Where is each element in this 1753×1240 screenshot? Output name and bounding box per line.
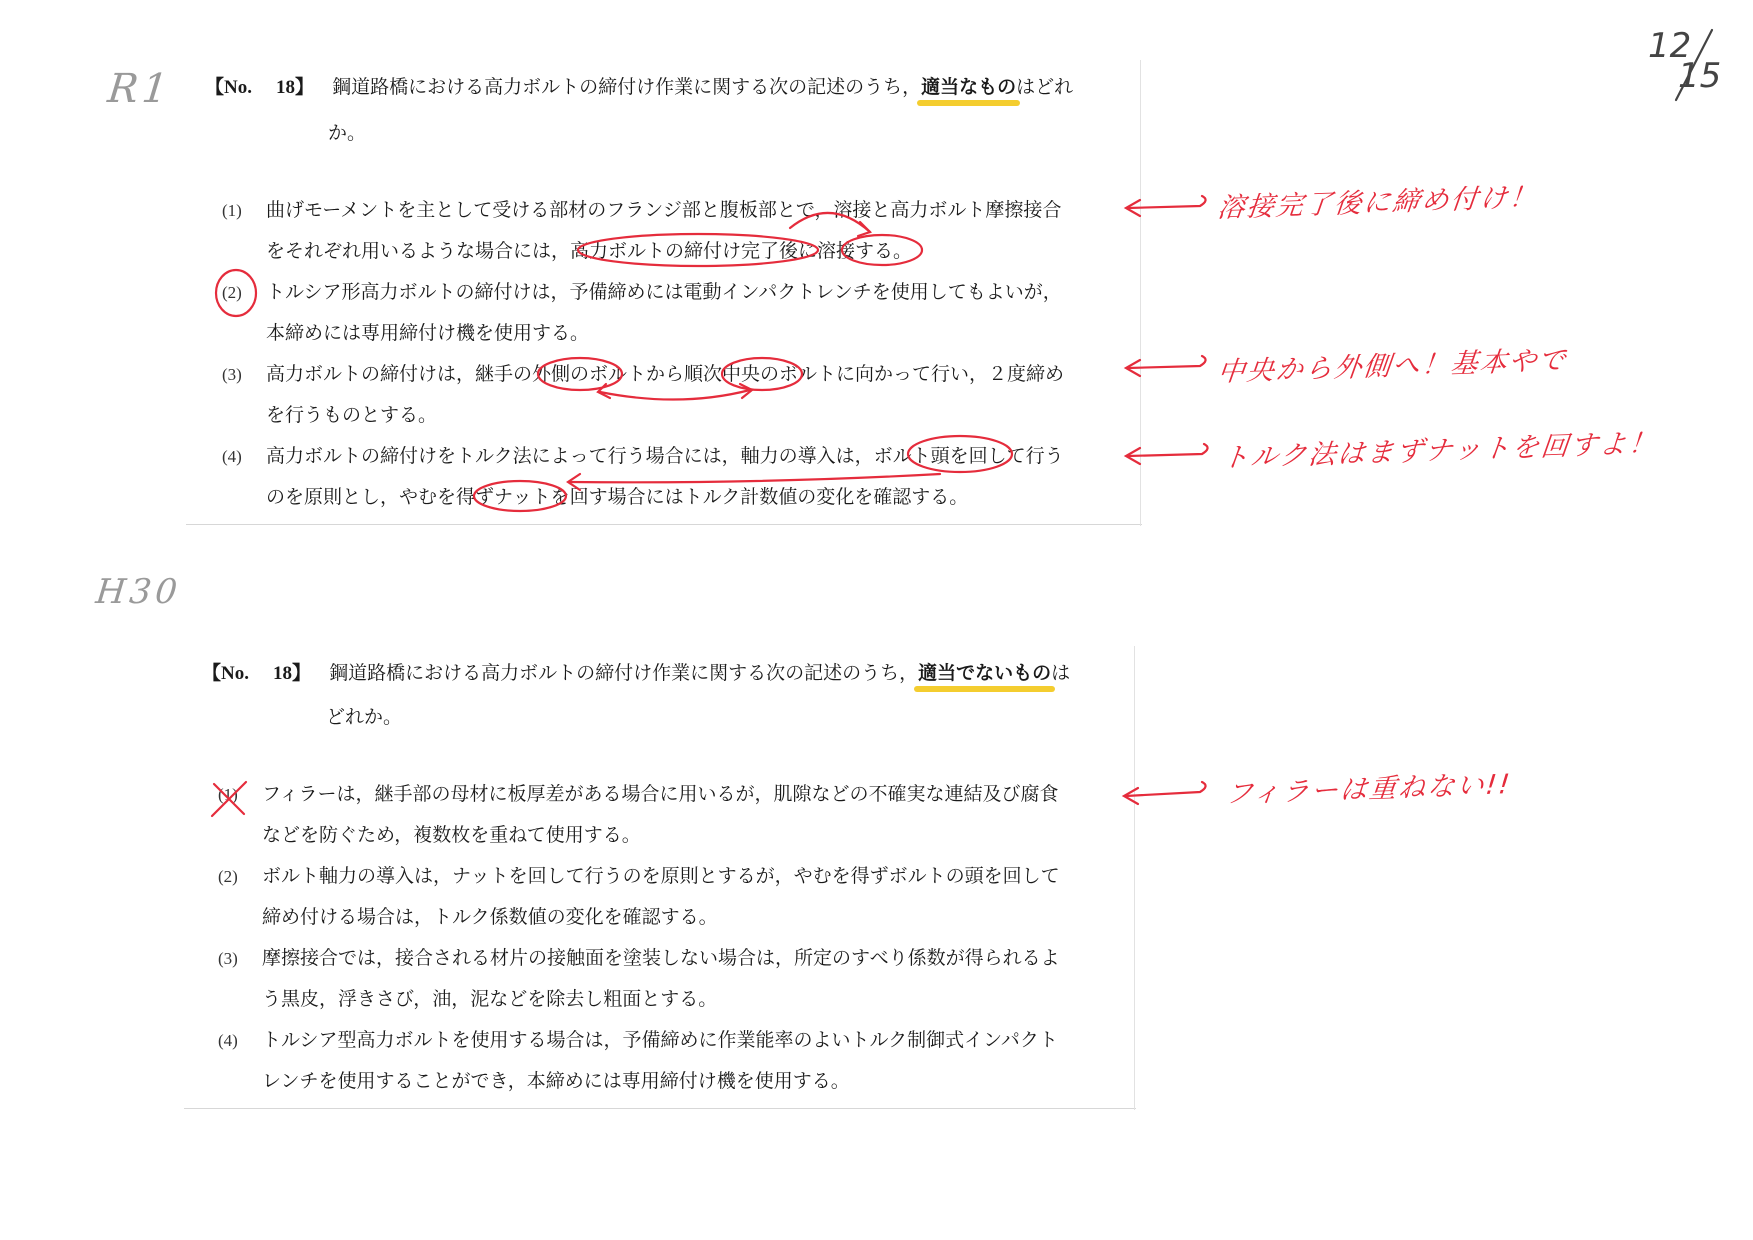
option-line2: う黒皮，浮きさび，油，泥などを除去し粗面とする。 bbox=[262, 988, 718, 1010]
page-count-current: 12 bbox=[1648, 26, 1692, 66]
q2-bracket: 【No. bbox=[202, 663, 249, 684]
option-number: (1) bbox=[218, 785, 238, 804]
option-number: (1) bbox=[222, 201, 242, 220]
option-line1: 高力ボルトの締付けは，継手の外側のボルトから順次中央のボルトに向かって行い，２度締め bbox=[266, 363, 1065, 385]
q1-stem-part2: はどれ bbox=[1016, 76, 1074, 98]
option-number: (3) bbox=[218, 949, 238, 968]
q2-number: 18】 bbox=[273, 663, 312, 684]
option-line1: トルシア型高力ボルトを使用する場合は，予備締めに作業能率のよいトルク制御式インパクト bbox=[262, 1029, 1058, 1051]
option-line1: 高力ボルトの締付けをトルク法によって行う場合には，軸力の導入は，ボルト頭を回して行う bbox=[266, 445, 1064, 467]
option-number: (2) bbox=[222, 283, 242, 302]
q2-stem-part1: 鋼道路橋における高力ボルトの締付け作業に関する次の記述のうち， bbox=[329, 662, 919, 684]
option-line2: のを原則とし，やむを得ずナットを回す場合にはトルク計数値の変化を確認する。 bbox=[266, 486, 969, 508]
q1-bottom-rule bbox=[186, 524, 1142, 525]
option-line1: 摩擦接合では，接合される材片の接触面を塗装しない場合は，所定のすべり係数が得られるよ bbox=[262, 947, 1060, 969]
q2-options bbox=[218, 774, 1060, 1102]
year-label-r1: R1 bbox=[105, 66, 174, 112]
option-number: (4) bbox=[222, 447, 242, 466]
option-line2: を行うものとする。 bbox=[266, 404, 438, 426]
q1-number: 18】 bbox=[276, 77, 315, 98]
q2-note-1: フィラーは重ねない!! bbox=[1224, 769, 1514, 810]
q1-header bbox=[205, 68, 1073, 107]
q1-note-4: トルク法はまずナットを回すよ！ bbox=[1220, 427, 1660, 474]
option-line2: 本締めには専用締付け機を使用する。 bbox=[266, 322, 590, 344]
option-line2: 締め付ける場合は，トルク係数値の変化を確認する。 bbox=[262, 906, 718, 928]
q1-option-2 bbox=[222, 272, 1064, 354]
option-number: (2) bbox=[218, 867, 238, 886]
option-number: (4) bbox=[218, 1031, 238, 1050]
q1-options bbox=[222, 190, 1064, 518]
q1-bracket: 【No. bbox=[205, 77, 252, 98]
q2-option-3 bbox=[218, 938, 1060, 1020]
q2-option-2 bbox=[218, 856, 1060, 938]
q2-stem-emphasis: 適当でないもの bbox=[918, 662, 1052, 684]
option-number: (3) bbox=[222, 365, 242, 384]
q1-stem-part1: 鋼道路橋における高力ボルトの締付け作業に関する次の記述のうち， bbox=[332, 76, 922, 98]
year-label-h30: H30 bbox=[93, 572, 184, 612]
option-line2: レンチを使用することができ，本締めには専用締付け機を使用する。 bbox=[262, 1070, 850, 1092]
q2-right-rule bbox=[1134, 646, 1135, 1110]
q1-note-1: 溶接完了後に締め付け！ bbox=[1216, 181, 1540, 224]
option-line2: をそれぞれ用いるような場合には，高力ボルトの締付け完了後に溶接する。 bbox=[266, 240, 913, 262]
q1-option-4 bbox=[222, 436, 1064, 518]
q1-stem-emphasis: 適当なもの bbox=[921, 76, 1017, 98]
q2-stem-line2: どれか。 bbox=[326, 706, 403, 728]
q1-stem-line2: か。 bbox=[328, 122, 367, 144]
option-line1: ボルト軸力の導入は，ナットを回して行うのを原則とするが，やむを得ずボルトの頭を回して bbox=[262, 865, 1060, 887]
page-count-total: 15 bbox=[1678, 56, 1722, 96]
q2-stem-part2: は bbox=[1051, 662, 1071, 684]
option-line1: トルシア形高力ボルトの締付けは，予備締めには電動インパクトレンチを使用してもよいが， bbox=[266, 281, 1062, 303]
option-line1: 曲げモーメントを主として受ける部材のフランジ部と腹板部とで，溶接と高力ボルト摩擦接合 bbox=[266, 199, 1062, 221]
q2-option-1 bbox=[218, 774, 1060, 856]
q2-option-4 bbox=[218, 1020, 1060, 1102]
option-line2: などを防ぐため，複数枚を重ねて使用する。 bbox=[262, 824, 641, 846]
q1-note-3: 中央から外側へ！基本やで bbox=[1216, 344, 1569, 388]
option-line1: フィラーは，継手部の母材に板厚差がある場合に用いるが，肌隙などの不確実な連結及び腐食 bbox=[262, 783, 1059, 805]
note-arrow-icon bbox=[1126, 782, 1206, 796]
q1-right-rule bbox=[1140, 60, 1141, 526]
q2-header bbox=[202, 654, 1070, 693]
q2-bottom-rule bbox=[184, 1108, 1136, 1109]
q1-option-1 bbox=[222, 190, 1064, 272]
q1-option-3 bbox=[222, 354, 1064, 436]
